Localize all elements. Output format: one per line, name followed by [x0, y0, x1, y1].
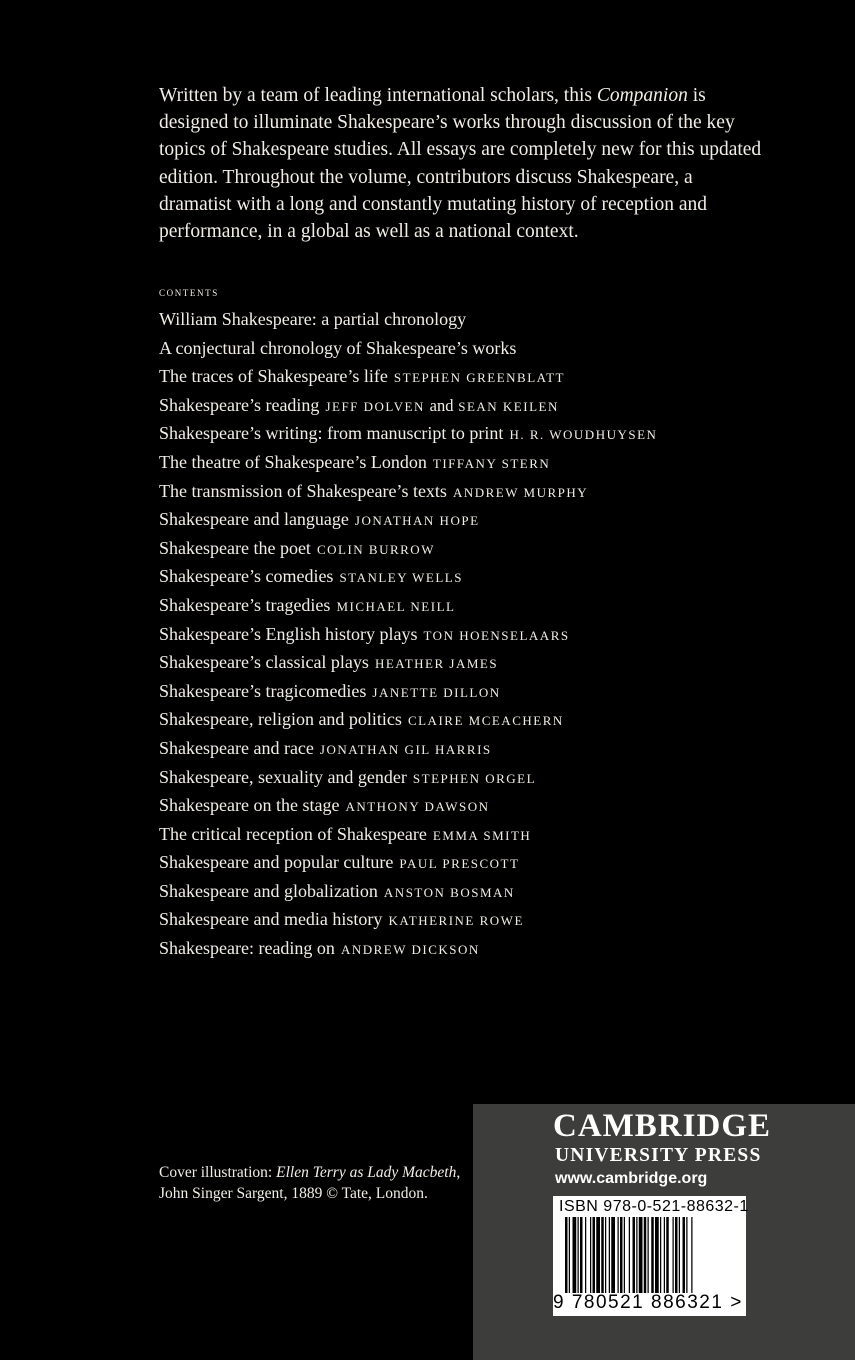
contents-entry-title: The traces of Shakespeare’s life — [159, 366, 388, 387]
barcode-bar — [648, 1217, 649, 1293]
barcode-bar — [683, 1217, 686, 1293]
contents-entry — [159, 934, 657, 963]
author-name: STEPHEN GREENBLATT — [393, 370, 565, 386]
contents-entry-title: Shakespeare and language — [159, 509, 349, 530]
contents-entry-title: William Shakespeare: a partial chronology — [159, 309, 467, 329]
contents-entry-title: Shakespeare on the stage — [159, 795, 340, 816]
barcode-bar — [651, 1217, 654, 1293]
credit-suffix: , — [456, 1164, 461, 1181]
barcode-bar — [605, 1217, 606, 1293]
contents-entry-title: The critical reception of Shakespeare — [159, 823, 427, 844]
contents-entry-title: Shakespeare’s writing: from manuscript to print — [159, 423, 504, 444]
contents-entry-author — [336, 599, 455, 614]
contents-entry-author — [433, 828, 531, 843]
credit-artwork-title: Ellen Terry as Lady Macbeth — [276, 1164, 457, 1181]
contents-entry-title: Shakespeare the poet — [159, 537, 311, 558]
credit-artist-line: John Singer Sargent, 1889 © Tate, London. — [159, 1185, 428, 1202]
contents-entry — [159, 763, 657, 792]
contents-entry-author — [408, 713, 564, 728]
contents-entry-author — [453, 485, 588, 500]
author-name: ANDREW MURPHY — [452, 484, 589, 500]
barcode-bar — [620, 1217, 623, 1293]
credit-prefix: Cover illustration: — [159, 1164, 277, 1181]
barcode-bar — [585, 1217, 586, 1293]
author-name: EMMA SMITH — [432, 827, 532, 843]
barcode-bar — [593, 1217, 596, 1293]
barcode-bar — [636, 1217, 637, 1293]
contents-entry-title: The transmission of Shakespeare’s texts — [159, 480, 447, 501]
barcode-bar — [633, 1217, 636, 1293]
contents-entry-title: Shakespeare’s classical plays — [159, 652, 369, 673]
author-name: STANLEY WELLS — [339, 570, 463, 586]
author-name: TIFFANY STERN — [432, 455, 551, 471]
contents-entry-author — [341, 942, 480, 957]
contents-entry-title: The theatre of Shakespeare’s London — [159, 451, 427, 472]
contents-entry-title: Shakespeare’s comedies — [159, 566, 334, 587]
contents-entry — [159, 591, 657, 620]
author-name: KATHERINE ROWE — [388, 913, 524, 929]
author-name: PAUL PRESCOTT — [399, 856, 520, 872]
barcode-bar — [618, 1217, 619, 1293]
author-name: H. R. WOUDHUYSEN — [509, 427, 658, 443]
contents-entry-author — [423, 628, 569, 643]
contents-entry — [159, 705, 657, 734]
cover-illustration-credit — [159, 1162, 469, 1204]
contents-entry — [159, 334, 657, 363]
barcode-number: 9 780521 886321 > — [553, 1292, 743, 1313]
author-name: JONATHAN GIL HARRIS — [319, 741, 492, 757]
contents-entry — [159, 648, 657, 677]
contents-entry — [159, 734, 657, 763]
contents-entry-title: Shakespeare, religion and politics — [159, 709, 402, 730]
author-name: STEPHEN ORGEL — [412, 770, 537, 786]
contents-entry-title: Shakespeare’s English history plays — [159, 623, 418, 644]
contents-entry-title: Shakespeare’s reading — [159, 394, 320, 415]
publisher-website: www.cambridge.org — [555, 1170, 708, 1187]
barcode-bar — [629, 1217, 630, 1293]
contents-entry-author — [433, 456, 550, 471]
barcode-bar — [578, 1217, 579, 1293]
contents-entry — [159, 620, 657, 649]
isbn-label: ISBN 978-0-521-88632-1 — [559, 1198, 749, 1215]
contents-entry-author — [394, 370, 565, 385]
barcode-bar — [611, 1217, 615, 1293]
contents-entry-author — [384, 885, 515, 900]
contents-entry — [159, 534, 657, 563]
author-name: JONATHAN HOPE — [354, 513, 480, 529]
contents-entry-title: Shakespeare and media history — [159, 909, 383, 930]
barcode-bar — [565, 1217, 568, 1293]
contents-entry — [159, 877, 657, 906]
author-name: JEFF DOLVEN — [325, 398, 425, 414]
contents-entry — [159, 362, 657, 391]
author-name: SEAN KEILEN — [458, 398, 559, 414]
contents-entry-author — [399, 856, 519, 871]
contents-entry — [159, 305, 657, 334]
publisher-logo-name: CAMBRIDGE — [553, 1108, 772, 1144]
barcode-bar — [639, 1217, 643, 1293]
author-name: TON HOENSELAARS — [423, 627, 570, 643]
barcode-bar — [673, 1217, 674, 1293]
contents-entry-author — [320, 742, 492, 757]
publisher-press-name: UNIVERSITY PRESS — [555, 1145, 762, 1166]
contents-entry-title: A conjectural chronology of Shakespeare’s works — [159, 337, 517, 358]
contents-entry-author — [325, 395, 559, 415]
contents-entry-author — [509, 427, 657, 442]
barcode-bar — [609, 1217, 610, 1293]
publisher-panel — [473, 1104, 855, 1360]
barcode-bar — [675, 1217, 678, 1293]
barcode-bar — [590, 1217, 591, 1293]
blurb-text-start: Written by a team of leading international scholars, this — [159, 85, 597, 106]
author-name: COLIN BURROW — [316, 541, 435, 557]
contents-entry — [159, 391, 657, 420]
contents-heading: contents — [159, 284, 219, 299]
contents-entry — [159, 848, 657, 877]
contents-entry-title: Shakespeare’s tragicomedies — [159, 680, 367, 701]
barcode-bar — [655, 1217, 659, 1293]
author-conjunction: and — [429, 395, 454, 415]
author-name: HEATHER JAMES — [374, 656, 499, 672]
author-name: MICHAEL NEILL — [336, 598, 456, 614]
barcode-bar — [691, 1217, 692, 1293]
barcode-bar — [686, 1217, 687, 1293]
barcode-bar — [573, 1217, 577, 1293]
barcode-bar — [569, 1217, 570, 1293]
contents-entry-author — [339, 570, 463, 585]
barcode-bar — [679, 1217, 680, 1293]
contents-entry — [159, 677, 657, 706]
barcode-bar — [624, 1217, 625, 1293]
contents-entry-title: Shakespeare, sexuality and gender — [159, 766, 407, 787]
contents-entry — [159, 791, 657, 820]
contents-entry-author — [372, 685, 500, 700]
contents-entry-title: Shakespeare and popular culture — [159, 852, 394, 873]
barcode-bar — [660, 1217, 661, 1293]
author-name: ANTHONY DAWSON — [345, 799, 490, 815]
contents-entry-author — [345, 799, 489, 814]
author-name: CLAIRE MCEACHERN — [407, 713, 564, 729]
barcode-bar — [666, 1217, 669, 1293]
contents-entry — [159, 820, 657, 849]
contents-entry-author — [388, 913, 523, 928]
isbn-barcode — [553, 1196, 749, 1316]
author-name: ANDREW DICKSON — [340, 942, 480, 958]
contents-entry — [159, 905, 657, 934]
contents-entry — [159, 477, 657, 506]
contents-entry-author — [355, 513, 480, 528]
contents-entry-title: Shakespeare and race — [159, 737, 314, 758]
contents-entry — [159, 419, 657, 448]
contents-list — [159, 305, 657, 963]
contents-entry-author — [317, 542, 435, 557]
contents-entry — [159, 505, 657, 534]
barcode-bar — [601, 1217, 604, 1293]
contents-entry — [159, 448, 657, 477]
blurb-italic-title: Companion — [596, 85, 688, 106]
barcode-bar — [664, 1217, 665, 1293]
author-name: JANETTE DILLON — [372, 684, 501, 700]
contents-entry — [159, 562, 657, 591]
contents-entry-author — [413, 771, 536, 786]
contents-entry-title: Shakespeare’s tragedies — [159, 594, 331, 615]
contents-entry-author — [375, 656, 498, 671]
barcode-bars — [563, 1217, 736, 1293]
barcode-bar — [644, 1217, 647, 1293]
blurb-text-end: is designed to illuminate Shakespeare’s works through discussion of the key topics of Shakespeare studies. All essays are completely new for this updated edition. Throughout the volume, contributors discuss Shakespeare, a dramatist with a long and constantly mutating history of reception and performance, in a global as well as a national context. — [159, 85, 762, 243]
back-cover-blurb — [159, 82, 769, 245]
barcode-bar — [596, 1217, 600, 1293]
barcode-bar — [580, 1217, 583, 1293]
contents-entry-title: Shakespeare and globalization — [159, 880, 378, 901]
author-name: ANSTON BOSMAN — [383, 884, 515, 900]
contents-entry-title: Shakespeare: reading on — [159, 938, 335, 959]
